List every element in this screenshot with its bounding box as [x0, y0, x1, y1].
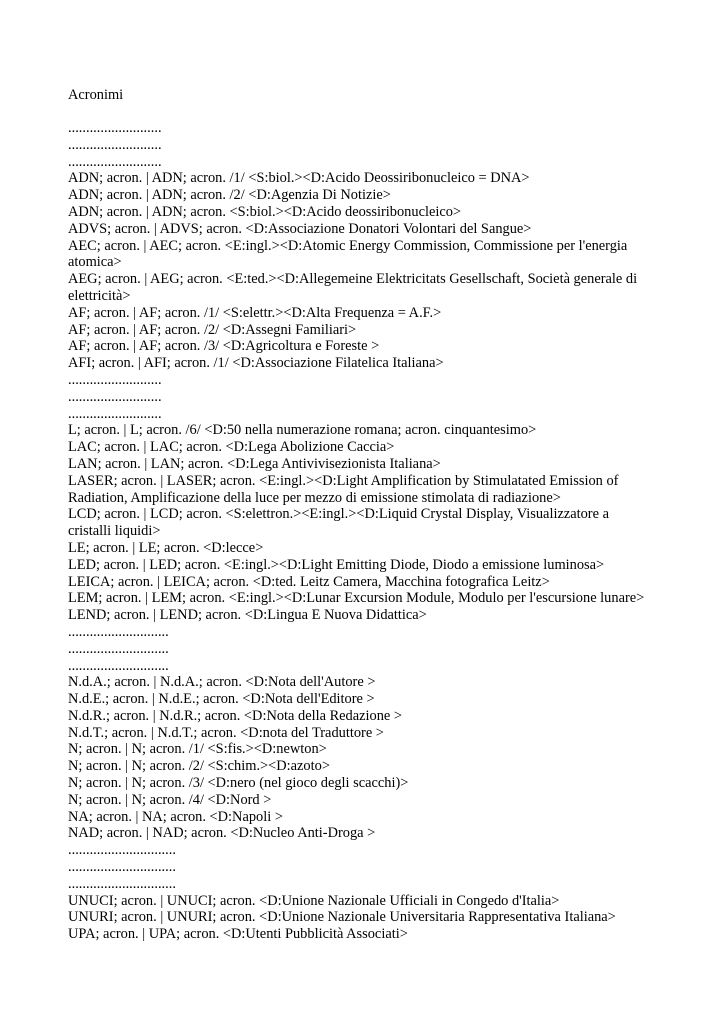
text-line: N.d.R.; acron. | N.d.R.; acron. <D:Nota della Redazione > — [68, 707, 403, 724]
text-line: .............................. — [68, 842, 176, 859]
text-line: NAD; acron. | NAD; acron. <D:Nucleo Anti-Droga > — [68, 825, 376, 842]
text-line: L; acron. | L; acron. /6/ <D:50 nella numerazione romana; acron. cinquantesimo> — [68, 422, 537, 439]
text-line: LAC; acron. | LAC; acron. <D:Lega Abolizione Caccia> — [68, 439, 395, 456]
document-title: Acronimi — [68, 87, 124, 103]
text-line: N; acron. | N; acron. /2/ <S:chim.><D:azoto> — [68, 758, 330, 775]
text-line: LEND; acron. | LEND; acron. <D:Lingua E Nuova Didattica> — [68, 607, 427, 624]
text-line: ............................ — [68, 657, 169, 674]
text-line: ADN; acron. | ADN; acron. /2/ <D:Agenzia Di Notizie> — [68, 187, 391, 204]
text-line: ............................ — [68, 640, 169, 657]
text-line: LASER; acron. | LASER; acron. <E:ingl.><D:Light Amplification by Stimulatated Emission of — [68, 472, 619, 489]
text-line: .......................... — [68, 388, 162, 405]
text-line: .......................... — [68, 153, 162, 170]
text-line: ADN; acron. | ADN; acron. /1/ <S:biol.><D:Acido Deossiribonucleico = DNA> — [68, 170, 530, 187]
text-line: N; acron. | N; acron. /4/ <D:Nord > — [68, 791, 272, 808]
text-line: .......................... — [68, 371, 162, 388]
text-line: AEC; acron. | AEC; acron. <E:ingl.><D:Atomic Energy Commission, Commissione per l'energia — [68, 237, 628, 254]
text-line: LAN; acron. | LAN; acron. <D:Lega Antivivisezionista Italiana> — [68, 455, 441, 472]
text-line: LED; acron. | LED; acron. <E:ingl.><D:Light Emitting Diode, Diodo a emissione luminosa> — [68, 556, 605, 573]
text-line: .............................. — [68, 859, 176, 876]
text-line: LEM; acron. | LEM; acron. <E:ingl.><D:Lunar Excursion Module, Modulo per l'escursione lunare> — [68, 590, 645, 607]
text-line: NA; acron. | NA; acron. <D:Napoli > — [68, 808, 283, 825]
text-line: .............................. — [68, 875, 176, 892]
text-line: LCD; acron. | LCD; acron. <S:elettron.><E:ingl.><D:Liquid Crystal Display, Visualizzatore a — [68, 506, 609, 523]
text-line: .......................... — [68, 136, 162, 153]
text-line: N; acron. | N; acron. /3/ <D:nero (nel gioco degli scacchi)> — [68, 775, 409, 792]
text-line: N.d.E.; acron. | N.d.E.; acron. <D:Nota dell'Editore > — [68, 691, 375, 708]
text-line: ADN; acron. | ADN; acron. <S:biol.><D:Acido deossiribonucleico> — [68, 203, 462, 220]
text-line: ............................ — [68, 623, 169, 640]
acronym-list — [68, 120, 668, 943]
text-line: atomica> — [68, 254, 122, 271]
text-line: .......................... — [68, 405, 162, 422]
text-line: N.d.A.; acron. | N.d.A.; acron. <D:Nota dell'Autore > — [68, 674, 376, 691]
text-line: UNURI; acron. | UNURI; acron. <D:Unione Nazionale Universitaria Rappresentativa Italiana> — [68, 909, 616, 926]
document-page — [68, 86, 668, 943]
text-line: UPA; acron. | UPA; acron. <D:Utenti Pubblicità Associati> — [68, 926, 408, 943]
text-line: ADVS; acron. | ADVS; acron. <D:Associazione Donatori Volontari del Sangue> — [68, 220, 532, 237]
text-line: LE; acron. | LE; acron. <D:lecce> — [68, 539, 264, 556]
text-line: AEG; acron. | AEG; acron. <E:ted.><D:Allegemeine Elektricitats Gesellschaft, Società generale di — [68, 271, 638, 288]
text-line: LEICA; acron. | LEICA; acron. <D:ted. Leitz Camera, Macchina fotografica Leitz> — [68, 573, 550, 590]
text-line: AF; acron. | AF; acron. /1/ <S:elettr.><D:Alta Frequenza = A.F.> — [68, 304, 442, 321]
text-line: AF; acron. | AF; acron. /3/ <D:Agricoltura e Foreste > — [68, 338, 380, 355]
text-line: AFI; acron. | AFI; acron. /1/ <D:Associazione Filatelica Italiana> — [68, 355, 444, 372]
text-line: .......................... — [68, 120, 162, 136]
text-line: UNUCI; acron. | UNUCI; acron. <D:Unione Nazionale Ufficiali in Congedo d'Italia> — [68, 892, 560, 909]
text-line: Radiation, Amplificazione della luce per mezzo di emissione stimolata di radiazione> — [68, 489, 561, 506]
text-line: AF; acron. | AF; acron. /2/ <D:Assegni Familiari> — [68, 321, 357, 338]
text-line: N; acron. | N; acron. /1/ <S:fis.><D:newton> — [68, 741, 327, 758]
text-line: N.d.T.; acron. | N.d.T.; acron. <D:nota del Traduttore > — [68, 724, 384, 741]
text-line: elettricità> — [68, 287, 131, 304]
text-line: cristalli liquidi> — [68, 523, 161, 540]
